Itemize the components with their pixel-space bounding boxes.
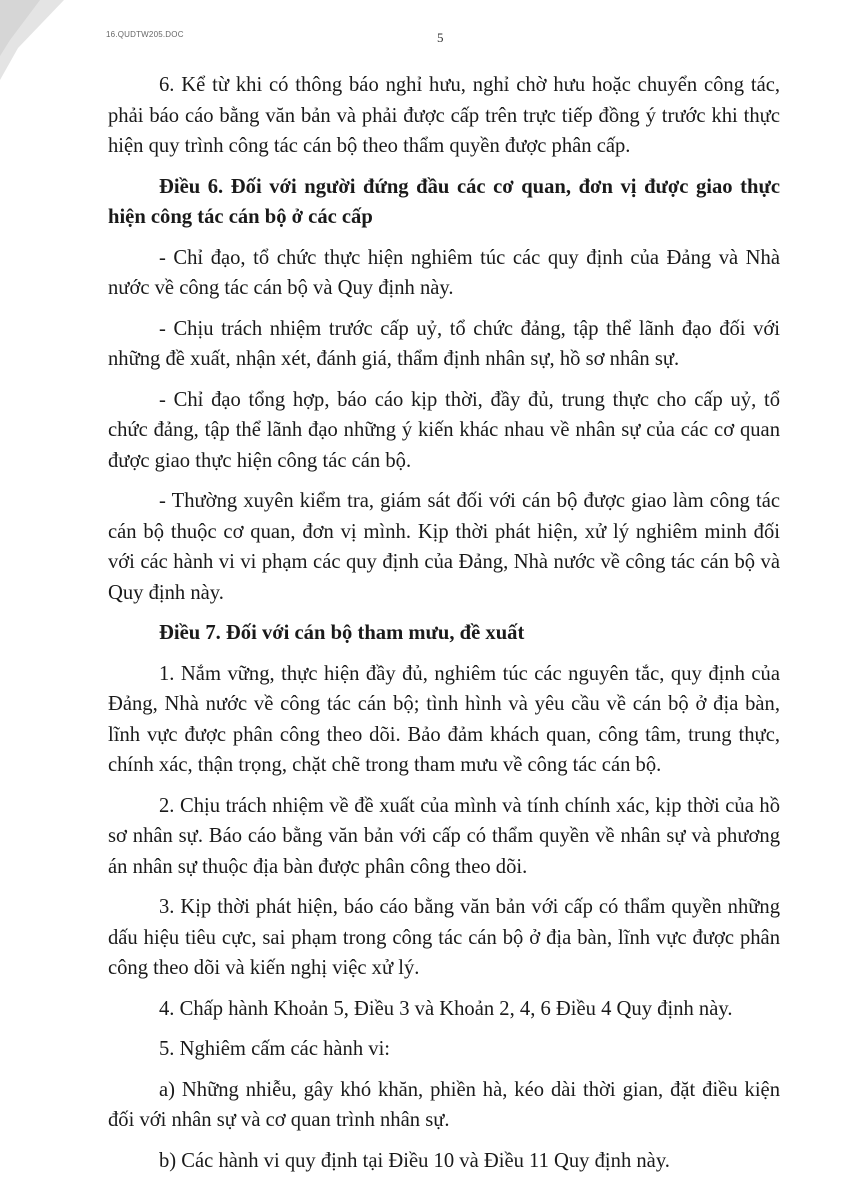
paragraph-article7-clause5a: a) Những nhiễu, gây khó khăn, phiền hà, kéo dài thời gian, đặt điều kiện đối với nhân sự và cơ quan trình nhân sự. xyxy=(108,1078,780,1131)
paragraph-article6-item2: - Chịu trách nhiệm trước cấp uỷ, tổ chức đảng, tập thể lãnh đạo đối với những đề xuất, nhận xét, đánh giá, thẩm định nhân sự, hồ sơ nhân sự. xyxy=(108,317,780,370)
paragraph-article7-clause3: 3. Kịp thời phát hiện, báo cáo bằng văn bản với cấp có thẩm quyền những dấu hiệu tiêu cực, sai phạm trong công tác cán bộ ở địa bàn, lĩnh vực được phân công theo dõi và kiến nghị việc xử lý. xyxy=(108,896,780,979)
paragraph-article7-clause5b: b) Các hành vi quy định tại Điều 10 và Điều 11 Quy định này. xyxy=(159,1149,670,1172)
paragraph-article6-item1: - Chỉ đạo, tổ chức thực hiện nghiêm túc các quy định của Đảng và Nhà nước về công tác cán bộ và Quy định này. xyxy=(108,246,780,299)
paragraph-article7-clause4: 4. Chấp hành Khoản 5, Điều 3 và Khoản 2, 4, 6 Điều 4 Quy định này. xyxy=(159,997,733,1020)
paragraph-article6-item3: - Chỉ đạo tổng hợp, báo cáo kịp thời, đầy đủ, trung thực cho cấp uỷ, tổ chức đảng, tập thể lãnh đạo những ý kiến khác nhau về nhân sự của các cơ quan được giao thực hiện công tác cán bộ. xyxy=(108,388,780,472)
paragraph-clause-6: 6. Kể từ khi có thông báo nghỉ hưu, nghỉ chờ hưu hoặc chuyển công tác, phải báo cáo bằng văn bản và phải được cấp trên trực tiếp đồng ý trước khi thực hiện quy trình công tác cán bộ theo thẩm quyền được phân cấp. xyxy=(108,74,780,157)
page-number: 5 xyxy=(437,30,444,45)
article-7-heading: Điều 7. Đối với cán bộ tham mưu, đề xuất xyxy=(159,622,525,644)
paragraph-article7-clause2: 2. Chịu trách nhiệm về đề xuất của mình và tính chính xác, kịp thời của hồ sơ nhân sự. Báo cáo bằng văn bản với cấp có thẩm quyền về nhân sự và phương án nhân sự thuộc địa bàn được phân công theo dõi. xyxy=(108,794,780,878)
paragraph-article7-clause5: 5. Nghiêm cấm các hành vi: xyxy=(159,1038,391,1060)
article-6-heading: Điều 6. Đối với người đứng đầu các cơ quan, đơn vị được giao thực hiện công tác cán bộ ở các cấp xyxy=(108,175,780,228)
paragraph-article7-clause1: 1. Nắm vững, thực hiện đầy đủ, nghiêm túc các nguyên tắc, quy định của Đảng, Nhà nước về công tác cán bộ; tình hình và yêu cầu về cán bộ ở địa bàn, lĩnh vực được phân công theo dõi. Bảo đảm khách quan, công tâm, trung thực, chính xác, thận trọng, chặt chẽ trong tham mưu về công tác cán bộ. xyxy=(108,662,780,776)
scan-corner-shadow xyxy=(0,0,64,80)
file-name-label: 16.QUDTW205.DOC xyxy=(106,30,184,39)
paragraph-article6-item4: - Thường xuyên kiểm tra, giám sát đối với cán bộ được giao làm công tác cán bộ thuộc cơ quan, đơn vị mình. Kịp thời phát hiện, xử lý nghiêm minh đối với các hành vi vi phạm các quy định của Đảng, Nhà nước về công tác cán bộ và Quy định này. xyxy=(108,490,780,604)
document-body xyxy=(108,70,780,1176)
